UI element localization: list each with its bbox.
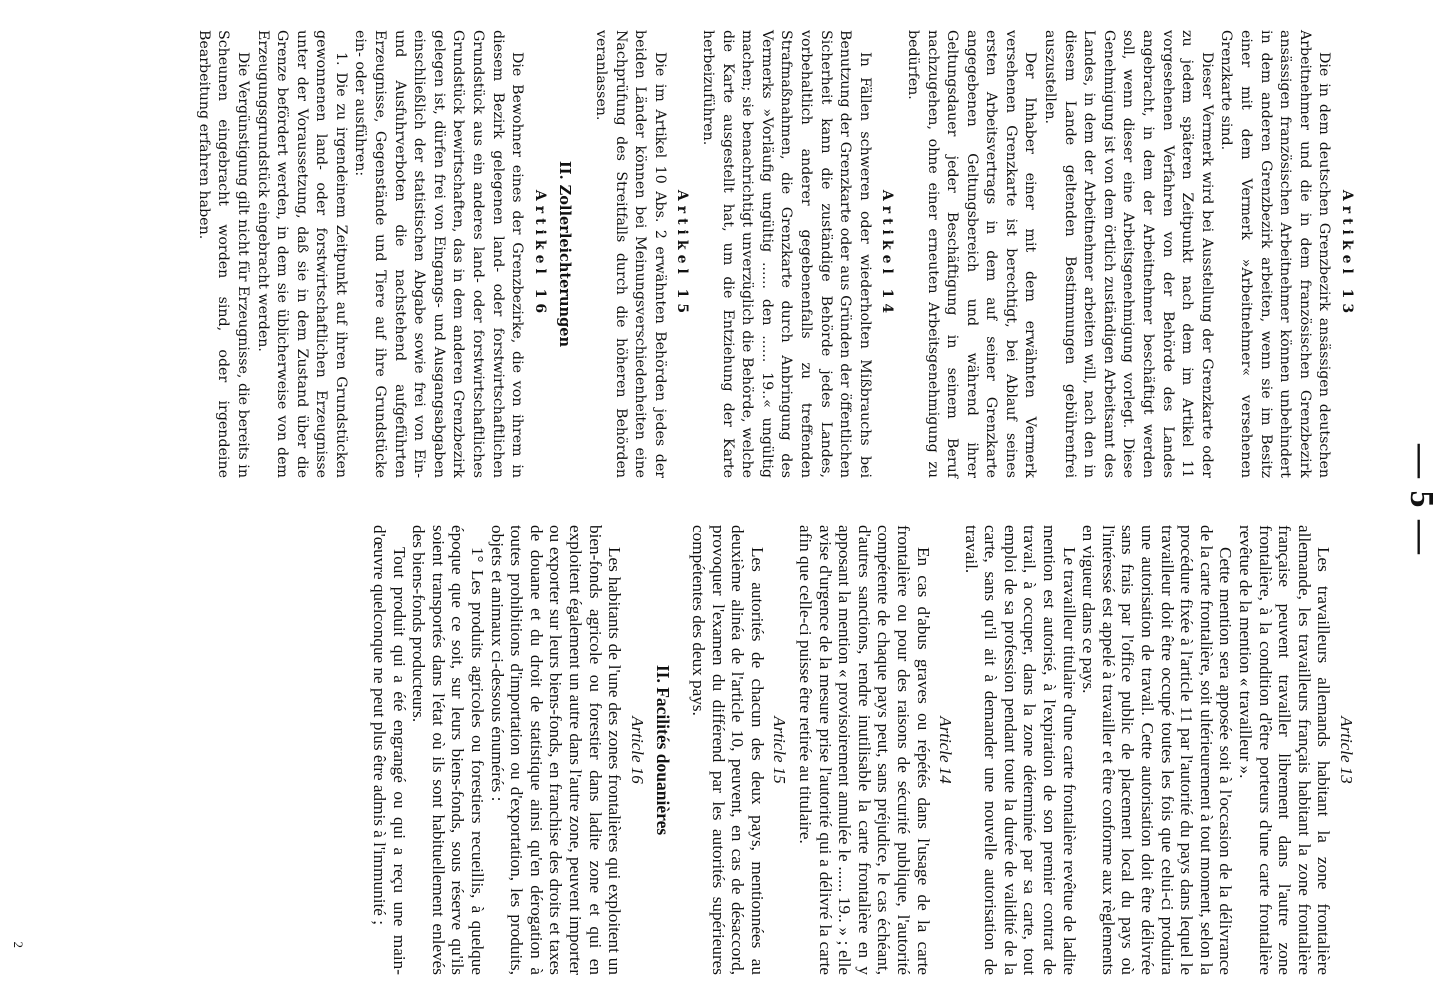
german-article-13-paragraph-2: Dieser Vermerk wird bei Ausstellung der Grenzkarte oder zu jedem späteren Zeitpunkt nach dem im Artikel 11 vorgesehenen Verfahren von der Behörde des Landes angebracht, in dem der Arbeitnehmer beschäftigt werden soll, wenn dieser eine Arbeitsgenehmigung vorlegt. Diese Genehmigung ist von dem örtlich zuständigen Arbeitsamt des Landes, in dem der Arbeitnehmer arbeiten will, nach den in diesem Lande geltenden Bestimmungen gebührenfrei auszustellen. <box>1042 30 1215 478</box>
german-article-13-paragraph-1: Die in dem deutschen Grenzbezirk ansässigen deutschen Arbeitnehmer und die in dem französischen Grenzbezirk ansässigen französischen Arbeitnehmer können unbehindert in dem anderen Grenzbezirk arbeiten, wenn sie im Besitz einer mit dem Vermerk »Arbeitnehmer« versehenen Grenzkarte sind. <box>1218 30 1333 478</box>
french-article-15-paragraph: Les autorités de chacun des deux pays, mentionnées au deuxième alinéa de l'article 10, peuvent, en cas de désaccord, provoquer l'examen du différend par les autorités supérieures compétentes des deux pays. <box>689 525 767 975</box>
french-article-16-heading: Article 16 <box>627 716 647 784</box>
german-section-2-heading: II. Zollerleichterungen <box>556 161 574 347</box>
french-article-14-paragraph: En cas d'abus graves ou répétés dans l'usage de la carte frontalière ou pour des raisons de sécurité publique, l'autorité compétente de chaque pays peut, sans préjudice, le cas échéant, d'autres sanctions, rendre inutilisable la carte frontalière en y apposant la mention « provisoirement annulée le ...... 19.. » ; elle avise d'urgence de la mesure prise l'autorité qui a délivré la carte afin que celle-ci puisse être retirée au titulaire. <box>795 525 933 975</box>
german-article-14-paragraph: In Fällen schweren oder wiederholten Mißbrauchs bei Benutzung der Grenzkarte oder aus Gründen der öffentlichen Sicherheit kann die zuständige Behörde jedes Landes, vorbehaltlich anderer gegebenenfalls zu treffenden Strafmaßnahmen, die Grenzkarte durch Anbringung des Vermerks »Vorläufig ungültig ...... den ...... 19..« ungültig machen; sie benachrichtigt unverzüglich die Behörde, welche die Karte ausgestellt hat, um die Entziehung der Karte herbeizuführen. <box>700 30 873 478</box>
german-article-16-heading: Artikel 16 <box>531 189 548 319</box>
german-article-15-paragraph: Die im Artikel 10 Abs. 2 erwähnten Behörden jedes der beiden Länder können bei Meinungsverschiedenheiten eine Nachprüfung des Streitfalls durch die höheren Behörden veranlassen. <box>593 30 668 478</box>
french-section-2-heading: II. Facilités douanières <box>653 664 674 836</box>
french-article-13-paragraph-3: Le travailleur titulaire d'une carte frontalière revêtue de ladite mention est autorisé, à l'expiration de son premier contrat de travail, à occuper, dans la zone déterminée par sa carte, tout emploi de sa profession pendant toute la durée de validité de la carte, sans qu'il ait à demander une nouvelle autorisation de travail. <box>961 525 1079 975</box>
french-article-16-item-1: 1° Les produits agricoles ou forestiers recueillis, à quelque époque que ce soit, sur leurs biens-fonds, sous réserve qu'ils soient transportés dans l'état où ils sont habituellement enlevés des biens-fonds producteurs. <box>409 525 488 975</box>
french-article-16-item-1-note: Tout produit qui a été engrangé ou qui a reçu une main-d'œuvre quelconque ne peut plus être admis à l'immunité ; <box>370 525 409 975</box>
page-number: — 5 — <box>1403 444 1440 556</box>
german-article-13-heading: Artikel 13 <box>1339 189 1355 319</box>
sheet-number: 2 <box>11 941 26 948</box>
french-column <box>370 525 1363 975</box>
french-article-16-paragraph: Les habitants de l'une des zones frontalières qui exploitent un bien-fonds agricole ou forestier dans ladite zone et qui en exploitent également un autre dans l'autre zone, peuvent importer ou exporter sur leurs biens-fonds, en franchise des droits et taxes de douane et du droit de statistique ainsi qu'en dérogation à toutes prohibitions d'importation ou d'exportation, les produits, objets et animaux ci-dessous énumérés : <box>487 525 625 975</box>
french-article-14-heading: Article 14 <box>936 716 956 784</box>
french-article-13-paragraph-1: Les travailleurs allemands habitant la zone frontalière allemande, les travailleurs français habitant la zone frontalière française peuvent travailler librement dans l'autre zone frontalière, à la condition d'être porteurs d'une carte frontalière revêtue de la mention « travailleur ». <box>1236 525 1334 975</box>
digitization-footer <box>0 0 18 1000</box>
german-article-15-heading: Artikel 15 <box>674 189 691 319</box>
german-article-16-item-1-note: Die Vergünstigung gilt nicht für Erzeugnisse, die bereits in Scheunen eingebracht worden sind, oder irgendeine Bearbeitung erfahren haben. <box>195 30 251 478</box>
french-article-13-heading: Article 13 <box>1337 716 1356 784</box>
german-article-16-paragraph: Die Bewohner eines der Grenzbezirke, die von ihrem in diesem Bezirk gelegenen land- oder forstwirtschaftlichen Grundstück aus ein anderes land- oder forstwirtschaftliches Grundstück bewirtschaften, das in dem anderen Grenzbezirk gelegen ist, dürfen frei von Eingangs- und Ausgangsabgaben einschließlich der statistischen Abgabe sowie frei von Ein- und Ausfuhrverboten die nachstehend aufgeführten Erzeugnisse, Gegenstände und Tiere auf ihre Grundstücke ein- oder ausführen: <box>352 30 526 478</box>
german-column <box>193 30 1362 478</box>
german-article-13-paragraph-3: Der Inhaber einer mit dem erwähnten Vermerk versehenen Grenzkarte ist berechtigt, bei Ablauf seines ersten Arbeitsvertrags in dem auf seiner Grenzkarte angegebenen Geltungsbereich und während ihrer Geltungsdauer jeder Beschäftigung in seinem Beruf nachzugehen, ohne einer erneuten Arbeitsgenehmigung zu bedürfen. <box>904 30 1039 478</box>
french-article-15-heading: Article 15 <box>770 716 790 784</box>
german-article-16-item-1: 1. Die zu irgendeinem Zeitpunkt auf ihren Grundstücken gewonnenen land- oder forstwirtschaftlichen Erzeugnisse unter der Voraussetzung, daß sie in dem Zustand über die Grenze befördert werden, in dem sie üblicherweise von dem Erzeugungsgrundstück eingebracht werden. <box>254 30 349 478</box>
french-article-13-paragraph-2: Cette mention sera apposée soit à l'occasion de la délivrance de la carte frontalière, soit ultérieurement à tout moment, selon la procédure fixée à l'article 11 par l'autorité du pays dans lequel le travailleur doit être occupé toutes les fois que celui-ci produira une autorisation de travail. Cette autorisation doit être délivrée sans frais par l'office public de placement local du pays où l'intéressé est appelé à travailler et être conforme aux règlements en vigueur dans ce pays. <box>1079 525 1236 975</box>
german-article-14-heading: Artikel 14 <box>879 189 896 319</box>
